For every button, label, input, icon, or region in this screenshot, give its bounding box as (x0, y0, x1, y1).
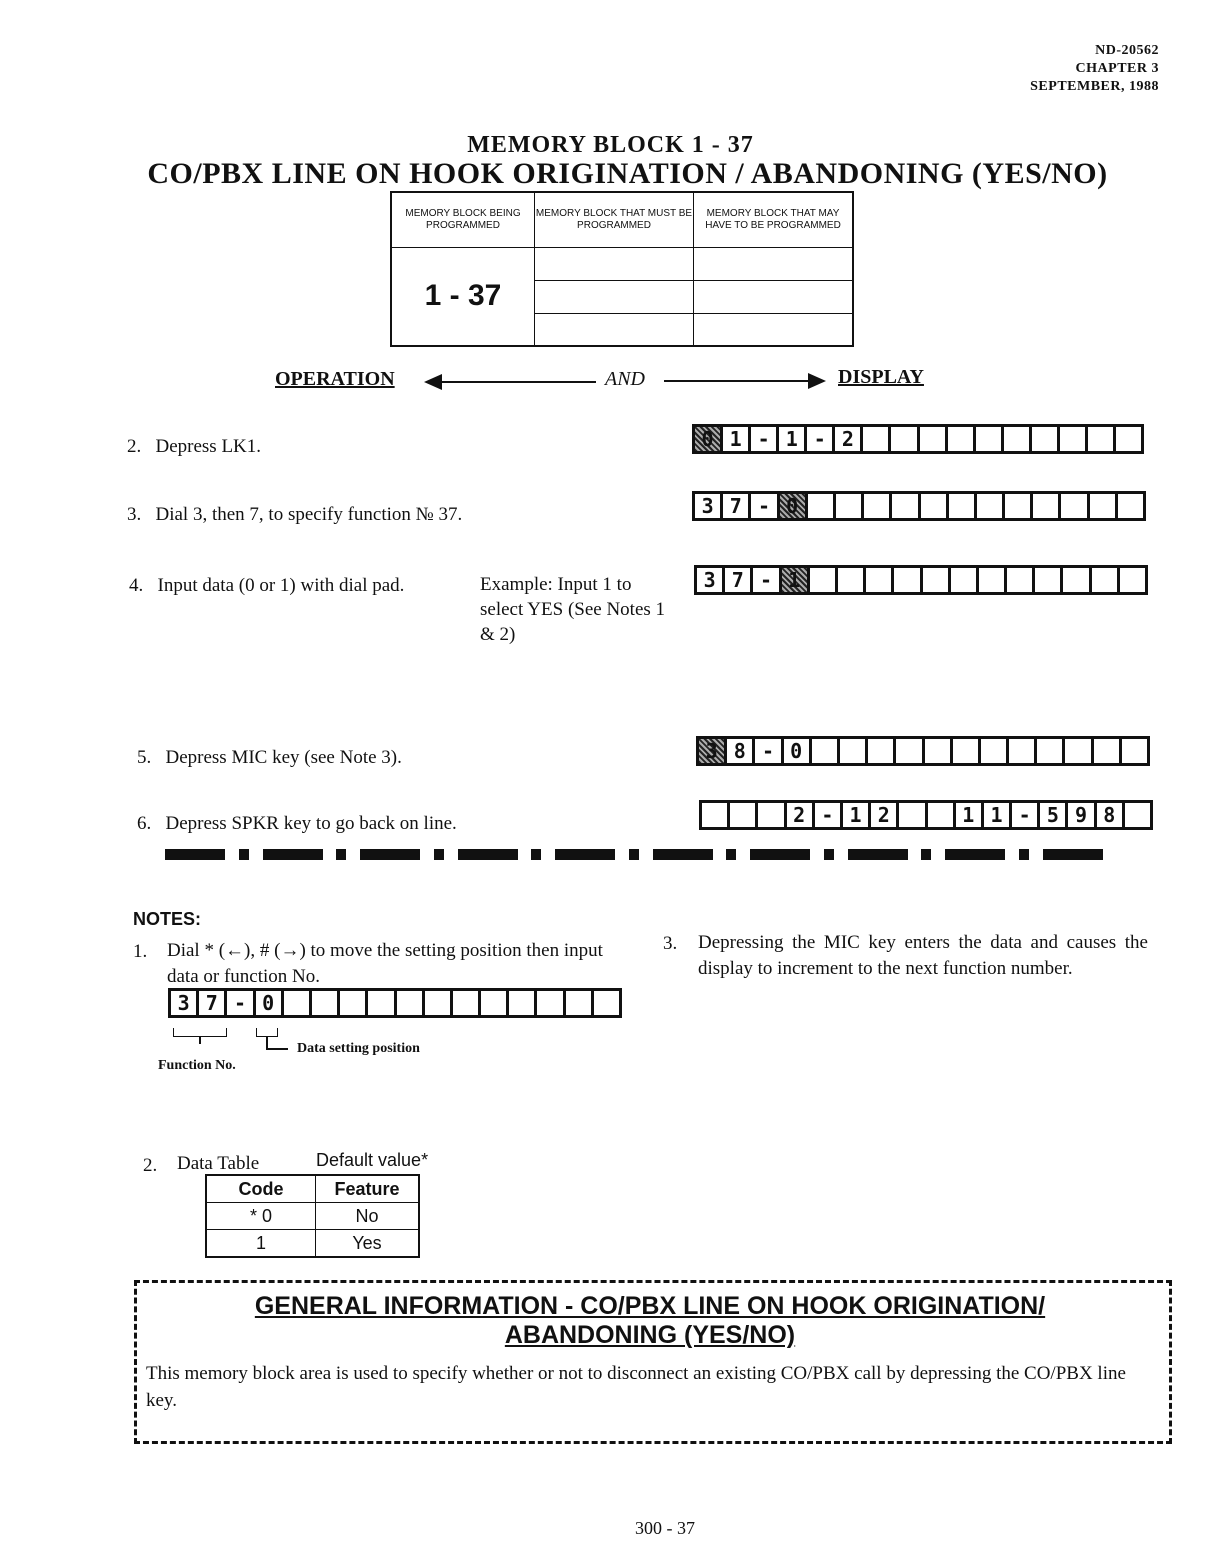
lcd-cell: 1 (779, 427, 807, 451)
table-row (206, 1230, 419, 1258)
lcd-cell (340, 991, 368, 1015)
lcd-cell: 5 (1040, 803, 1068, 827)
lcd-cell (284, 991, 312, 1015)
table-cell (535, 280, 694, 313)
default-value-label: Default value* (316, 1150, 429, 1170)
lcd-cell (1122, 739, 1147, 763)
lcd-cell: 2 (787, 803, 815, 827)
lcd-cell (838, 568, 866, 592)
bracket-leader (266, 1048, 288, 1050)
lcd-cell (1063, 568, 1091, 592)
general-info-title (134, 1292, 1166, 1350)
table-cell (535, 247, 694, 280)
step-text: Depress LK1. (155, 436, 262, 457)
lcd-cell (453, 991, 481, 1015)
arrowhead-right-icon (808, 373, 826, 389)
dashed-separator (165, 848, 1103, 860)
data-table (205, 1174, 420, 1258)
arrowhead-left-icon (424, 374, 442, 390)
lcd-display-step-2 (692, 424, 1144, 454)
page-number: 300 - 37 (635, 1518, 695, 1538)
note-3-number: 3. (663, 933, 678, 954)
step-text: Depress SPKR key to go back on line. (165, 813, 457, 834)
lcd-cell: - (815, 803, 843, 827)
lcd-cell: 7 (199, 991, 227, 1015)
step-number: 5. (137, 747, 152, 768)
lcd-cell (594, 991, 619, 1015)
lcd-display-step-3 (692, 491, 1146, 521)
table-cell (694, 280, 854, 313)
lcd-cell (949, 494, 977, 518)
lcd-cell: 2 (871, 803, 899, 827)
lcd-cell (863, 427, 891, 451)
data-table-feature: Yes (316, 1230, 420, 1258)
lcd-cell: - (807, 427, 835, 451)
data-table-code: 1 (206, 1230, 316, 1258)
lcd-cell (1088, 427, 1116, 451)
note-3-text: Depressing the MIC key enters the data and causes the display to increment to the next function number. (698, 932, 1148, 979)
lcd-cell: 0 (780, 494, 808, 518)
lcd-cell (925, 739, 953, 763)
lcd-cell: 0 (695, 427, 723, 451)
table-cell (694, 313, 854, 346)
lcd-cell (923, 568, 951, 592)
lcd-cell (840, 739, 868, 763)
lcd-cell: - (755, 739, 783, 763)
memory-block-number: 1 - 37 (391, 247, 535, 346)
lcd-cell (866, 568, 894, 592)
lcd-cell (921, 494, 949, 518)
lcd-display-step-5 (696, 736, 1150, 766)
lcd-cell (537, 991, 565, 1015)
lcd-cell: - (751, 494, 779, 518)
lcd-cell (1009, 739, 1037, 763)
step-4 (129, 575, 404, 597)
lcd-cell (702, 803, 730, 827)
note-1-text: Dial * (←), # (→) to move the setting position then input data or function No. (167, 940, 603, 987)
lcd-cell: 0 (784, 739, 812, 763)
lcd-cell (566, 991, 594, 1015)
lcd-cell: 3 (171, 991, 199, 1015)
lcd-cell (730, 803, 758, 827)
function-no-label: Function No. (158, 1058, 236, 1073)
memory-block-table (390, 191, 854, 347)
step-text: Input data (0 or 1) with dial pad. (157, 575, 405, 596)
lcd-cell (977, 494, 1005, 518)
step-3 (127, 504, 462, 526)
lcd-cell (1005, 494, 1033, 518)
lcd-cell (948, 427, 976, 451)
lcd-cell: 3 (699, 739, 727, 763)
col-may-have-to-be-programmed: MEMORY BLOCK THAT MAY HAVE TO BE PROGRAMMED (694, 192, 854, 247)
note-1-number: 1. (133, 941, 148, 962)
lcd-cell: 3 (697, 568, 725, 592)
display-label: DISPLAY (838, 366, 924, 388)
data-table-header-code: Code (206, 1175, 316, 1203)
date-label: SEPTEMBER, 1988 (1030, 79, 1159, 94)
lcd-cell (1065, 739, 1093, 763)
lcd-cell (1033, 494, 1061, 518)
lcd-cell: - (751, 427, 779, 451)
step-text: Dial 3, then 7, to specify function № 37. (155, 504, 463, 525)
data-table-feature: No (316, 1203, 420, 1230)
lcd-display-note-1 (168, 988, 622, 1018)
step-6 (137, 813, 457, 835)
lcd-cell: 1 (843, 803, 871, 827)
lcd-cell (891, 427, 919, 451)
lcd-cell (812, 739, 840, 763)
lcd-cell (979, 568, 1007, 592)
step-number: 2. (127, 436, 142, 457)
step-4-example: Example: Input 1 to select YES (See Notes 1 & 2) (480, 574, 666, 645)
lcd-cell (509, 991, 537, 1015)
note-2-label: Data Table (177, 1153, 260, 1174)
lcd-cell: 1 (723, 427, 751, 451)
lcd-cell (981, 739, 1009, 763)
lcd-cell (1118, 494, 1143, 518)
lcd-cell (368, 991, 396, 1015)
step-2 (127, 436, 261, 458)
lcd-display-step-4 (694, 565, 1148, 595)
lcd-cell (896, 739, 924, 763)
lcd-cell (1120, 568, 1145, 592)
lcd-cell (312, 991, 340, 1015)
lcd-cell (953, 739, 981, 763)
lcd-cell: 1 (984, 803, 1012, 827)
data-table-code: * 0 (206, 1203, 316, 1230)
document-header (1030, 42, 1159, 96)
data-setting-bracket (256, 1028, 278, 1037)
step-number: 4. (129, 575, 144, 596)
lcd-display-step-6 (699, 800, 1153, 830)
lcd-cell (1116, 427, 1141, 451)
lcd-cell: - (227, 991, 255, 1015)
chapter-label: CHAPTER 3 (1075, 61, 1159, 76)
doc-number: ND-20562 (1095, 43, 1159, 58)
lcd-cell (1092, 568, 1120, 592)
general-info-title-line-2: ABANDONING (YES/NO) (504, 1321, 796, 1349)
lcd-cell (808, 494, 836, 518)
table-cell (694, 247, 854, 280)
lcd-cell: 1 (782, 568, 810, 592)
step-number: 6. (137, 813, 152, 834)
data-table-header-feature: Feature (316, 1175, 420, 1203)
lcd-cell (894, 568, 922, 592)
lcd-cell: 3 (695, 494, 723, 518)
table-cell (535, 313, 694, 346)
lcd-cell (1060, 427, 1088, 451)
lcd-cell (899, 803, 927, 827)
lcd-cell (1094, 739, 1122, 763)
page-subtitle: CO/PBX LINE ON HOOK ORIGINATION / ABANDONING (YES/NO) (147, 157, 1108, 190)
lcd-cell (810, 568, 838, 592)
lcd-cell (425, 991, 453, 1015)
lcd-cell: - (753, 568, 781, 592)
bracket-stem (199, 1037, 201, 1044)
page-title: MEMORY BLOCK 1 - 37 (467, 132, 754, 158)
lcd-cell (1061, 494, 1089, 518)
and-label: AND (605, 368, 645, 390)
lcd-cell (951, 568, 979, 592)
lcd-cell (758, 803, 786, 827)
note-2-number: 2. (143, 1155, 158, 1176)
lcd-cell (928, 803, 956, 827)
lcd-cell (1035, 568, 1063, 592)
lcd-cell: 2 (835, 427, 863, 451)
right-arrow-icon (664, 380, 814, 382)
lcd-cell (1032, 427, 1060, 451)
lcd-cell (397, 991, 425, 1015)
lcd-cell: 9 (1068, 803, 1096, 827)
lcd-cell: 7 (723, 494, 751, 518)
lcd-cell (836, 494, 864, 518)
step-5 (137, 747, 402, 769)
lcd-cell (868, 739, 896, 763)
general-info-body: This memory block area is used to specify whether or not to disconnect an existing CO/PBX call by depressing the CO/PBX line key. (146, 1363, 1126, 1411)
general-info-title-line-1: GENERAL INFORMATION - CO/PBX LINE ON HOOK ORIGINATION/ (254, 1292, 1046, 1320)
lcd-cell: 7 (725, 568, 753, 592)
lcd-cell (892, 494, 920, 518)
lcd-cell (1037, 739, 1065, 763)
lcd-cell: 8 (727, 739, 755, 763)
function-no-bracket (173, 1028, 227, 1037)
notes-heading: NOTES: (133, 909, 202, 929)
operation-label: OPERATION (275, 368, 395, 390)
lcd-cell: 1 (956, 803, 984, 827)
col-being-programmed: MEMORY BLOCK BEING PROGRAMMED (391, 192, 535, 247)
lcd-cell (864, 494, 892, 518)
step-text: Depress MIC key (see Note 3). (165, 747, 402, 768)
lcd-cell (1125, 803, 1150, 827)
lcd-cell (481, 991, 509, 1015)
lcd-cell (920, 427, 948, 451)
lcd-cell (1007, 568, 1035, 592)
lcd-cell: 8 (1097, 803, 1125, 827)
left-arrow-icon (428, 381, 596, 383)
col-must-be-programmed: MEMORY BLOCK THAT MUST BE PROGRAMMED (535, 192, 694, 247)
lcd-cell (976, 427, 1004, 451)
lcd-cell: - (1012, 803, 1040, 827)
lcd-cell (1090, 494, 1118, 518)
step-number: 3. (127, 504, 142, 525)
lcd-cell (1004, 427, 1032, 451)
lcd-cell: 0 (256, 991, 284, 1015)
table-row (206, 1203, 419, 1230)
data-setting-label: Data setting position (297, 1041, 420, 1056)
